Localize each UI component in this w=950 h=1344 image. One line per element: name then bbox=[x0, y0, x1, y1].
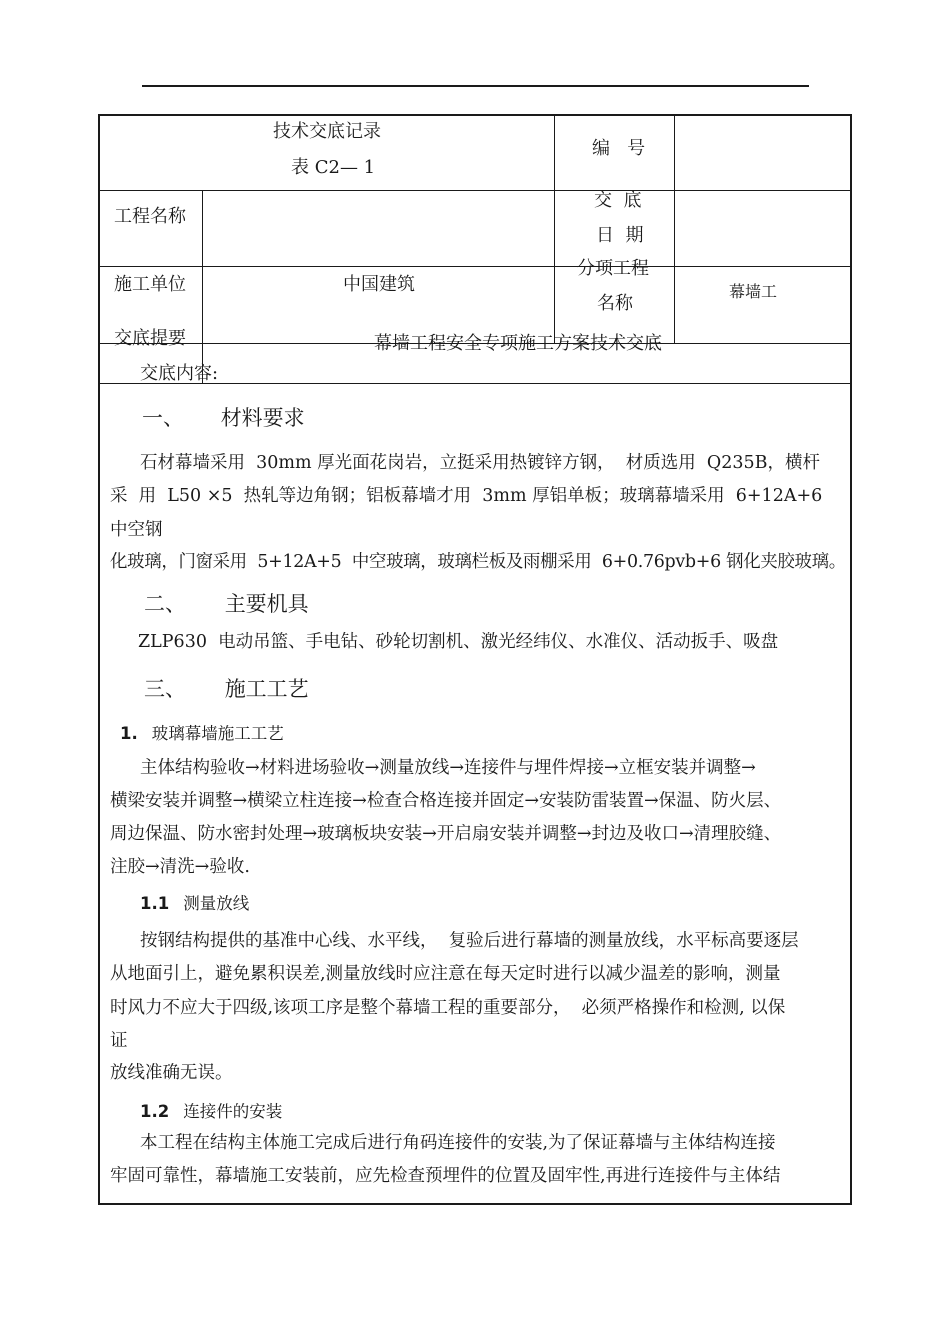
section-1-line-4: 化玻璃，门窗采用 5+12A+5 中空玻璃，玻璃栏板及雨棚采用 6+0.76pvb+6 钢化夹胶玻璃。 bbox=[110, 552, 846, 572]
contractor-value: 中国建筑 bbox=[343, 274, 415, 295]
section-3-title: 施工工艺 bbox=[224, 677, 309, 701]
subsection-1-2-line-1: 本工程在结构主体施工完成后进行角码连接件的安装,为了保证幕墙与主体结构连接 bbox=[140, 1133, 776, 1153]
section-1-number: 一、 bbox=[142, 406, 184, 430]
section-3-number: 三、 bbox=[144, 677, 186, 701]
subsection-1-line-3: 周边保温、防水密封处理→玻璃板块安装→开启扇安装并调整→封边及收口→清理胶缝、 bbox=[110, 824, 782, 844]
subsection-1-1-line-5: 放线准确无误。 bbox=[110, 1063, 233, 1083]
section-1-heading bbox=[142, 402, 305, 432]
header-rule bbox=[142, 85, 809, 87]
subsection-1-line-2: 横梁安装并调整→横梁立柱连接→检查合格连接并固定→安装防雷装置→保温、防火层、 bbox=[110, 791, 782, 811]
subsection-1-title: 玻璃幕墙施工工艺 bbox=[151, 724, 284, 743]
summary-label: 交底提要 bbox=[114, 328, 186, 349]
subproject-label-line1: 分项工程 bbox=[577, 258, 649, 279]
section-2-title: 主要机具 bbox=[224, 592, 309, 616]
subproject-label-line2: 名称 bbox=[597, 293, 633, 314]
subsection-1-number: 1. bbox=[120, 724, 138, 743]
subsection-1-2-line-2: 牢固可靠性，幕墙施工安装前，应先检查预埋件的位置及固牢性,再进行连接件与主体结 bbox=[110, 1166, 781, 1186]
subsection-1-line-1: 主体结构验收→材料进场验收→测量放线→连接件与埋件焊接→立框安装并调整→ bbox=[140, 758, 756, 778]
subproject-value: 幕墙工 bbox=[729, 282, 778, 301]
subsection-1-2-number: 1.2 bbox=[140, 1102, 170, 1121]
form-number: 表 C2— 1 bbox=[291, 157, 376, 178]
subsection-1-1-heading bbox=[140, 890, 249, 914]
subsection-1-line-4: 注胶→清洗→验收. bbox=[110, 857, 250, 877]
section-1-line-3: 中空钢 bbox=[110, 520, 163, 540]
form-title: 技术交底记录 bbox=[273, 121, 381, 142]
section-2-line: ZLP630 电动吊篮、手电钻、砂轮切割机、激光经纬仪、水准仪、活动扳手、吸盘 bbox=[138, 632, 779, 652]
date-label-line2: 日 期 bbox=[596, 225, 644, 246]
subsection-1-1-number: 1.1 bbox=[140, 894, 170, 913]
contractor-label: 施工单位 bbox=[114, 274, 186, 295]
section-1-line-1: 石材幕墙采用 30mm 厚光面花岗岩，立挺采用热镀锌方钢， 材质选用 Q235B，横杆 bbox=[140, 453, 821, 473]
subsection-1-1-line-1: 按钢结构提供的基准中心线、水平线， 复验后进行幕墙的测量放线，水平标高要逐层 bbox=[140, 931, 799, 951]
date-label-line1: 交 底 bbox=[594, 190, 642, 211]
subsection-1-1-line-2: 从地面引上，避免累积误差,测量放线时应注意在每天定时进行以减少温差的影响，测量 bbox=[110, 964, 781, 984]
section-2-number: 二、 bbox=[144, 592, 186, 616]
subsection-1-2-title: 连接件的安装 bbox=[183, 1102, 283, 1121]
subsection-1-1-line-4: 证 bbox=[110, 1031, 128, 1051]
subsection-1-1-line-3: 时风力不应大于四级,该项工序是整个幕墙工程的重要部分， 必须严格操作和检测, 以保 bbox=[110, 998, 786, 1018]
subsection-1-heading bbox=[120, 720, 284, 744]
summary-value: 幕墙工程安全专项施工方案技术交底 bbox=[374, 333, 662, 354]
number-label: 编 号 bbox=[592, 138, 646, 159]
subsection-1-2-heading bbox=[140, 1098, 282, 1122]
section-1-title: 材料要求 bbox=[220, 406, 305, 430]
section-1-line-2: 采 用 L50 ×5 热轧等边角钢；铝板幕墙才用 3mm 厚铝单板；玻璃幕墙采用 6+12A+6 bbox=[110, 486, 823, 506]
section-3-heading bbox=[144, 673, 309, 703]
content-label: 交底内容: bbox=[140, 363, 219, 384]
subsection-1-1-title: 测量放线 bbox=[183, 894, 250, 913]
section-2-heading bbox=[144, 588, 309, 618]
project-name-label: 工程名称 bbox=[114, 206, 186, 227]
